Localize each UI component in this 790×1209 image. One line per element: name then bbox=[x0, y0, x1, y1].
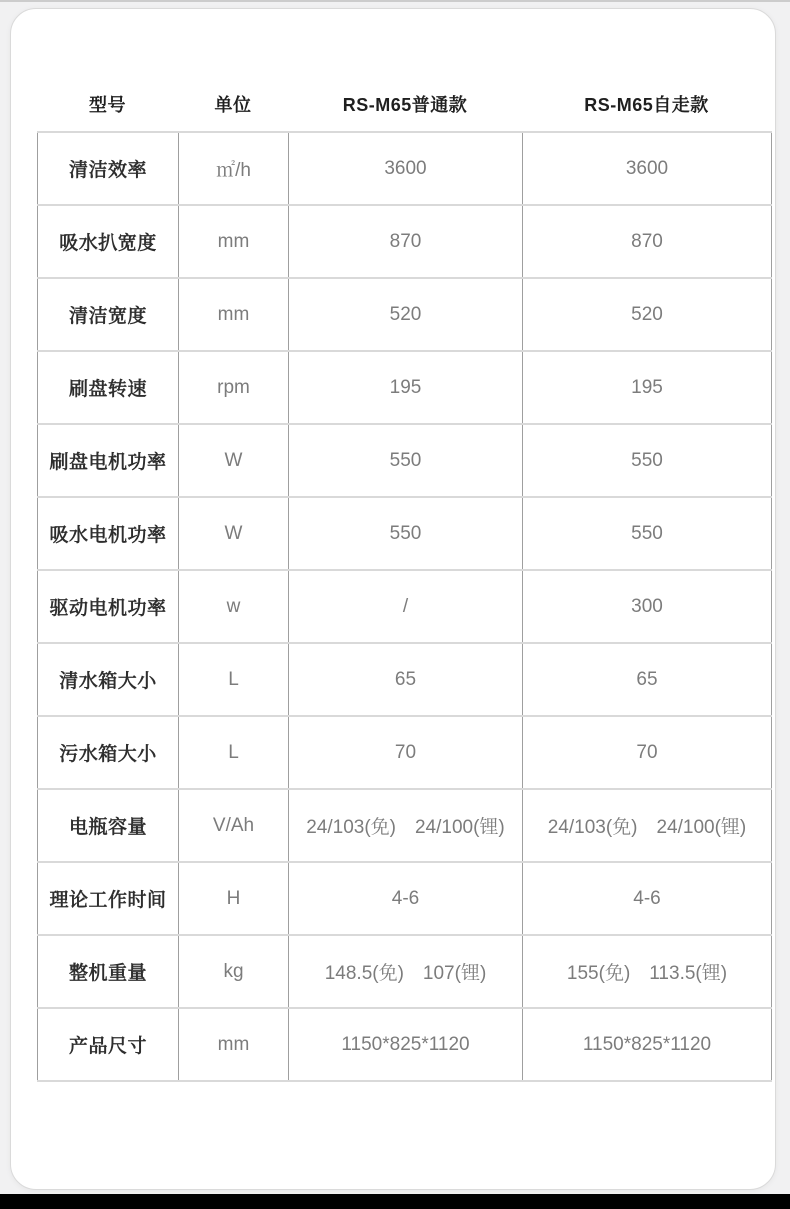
table-row bbox=[38, 205, 772, 278]
self-propelled-value: 70 bbox=[523, 716, 772, 789]
self-propelled-value: 4-6 bbox=[523, 862, 772, 935]
standard-value: 4-6 bbox=[289, 862, 523, 935]
table-row bbox=[38, 424, 772, 497]
standard-value: 1150*825*1120 bbox=[289, 1008, 523, 1081]
standard-value: 520 bbox=[289, 278, 523, 351]
table-row bbox=[38, 132, 772, 205]
row-label: 清洁效率 bbox=[38, 132, 179, 205]
header-model: 型号 bbox=[89, 95, 126, 115]
spec-card bbox=[10, 8, 776, 1190]
header-unit: 单位 bbox=[214, 95, 252, 115]
top-divider-line bbox=[0, 0, 790, 2]
table-row bbox=[38, 278, 772, 351]
row-unit: V/Ah bbox=[179, 789, 289, 862]
bottom-black-bar bbox=[0, 1194, 790, 1209]
row-label: 刷盘转速 bbox=[38, 351, 179, 424]
self-propelled-value: 195 bbox=[523, 351, 772, 424]
standard-value: / bbox=[289, 570, 523, 643]
row-label: 产品尺寸 bbox=[38, 1008, 179, 1081]
row-label: 污水箱大小 bbox=[38, 716, 179, 789]
row-label: 刷盘电机功率 bbox=[38, 424, 179, 497]
header-standard-model: RS-M65普通款 bbox=[342, 95, 468, 115]
spec-table bbox=[37, 131, 772, 1082]
row-label: 驱动电机功率 bbox=[38, 570, 179, 643]
row-unit: ㎡/h bbox=[179, 132, 289, 205]
self-propelled-value: 3600 bbox=[523, 132, 772, 205]
self-propelled-value: 520 bbox=[523, 278, 772, 351]
standard-value: 70 bbox=[289, 716, 523, 789]
row-unit: mm bbox=[179, 205, 289, 278]
row-label: 电瓶容量 bbox=[38, 789, 179, 862]
standard-value: 550 bbox=[289, 497, 523, 570]
row-unit: W bbox=[179, 424, 289, 497]
row-unit: H bbox=[179, 862, 289, 935]
row-unit: w bbox=[179, 570, 289, 643]
row-label: 理论工作时间 bbox=[38, 862, 179, 935]
standard-value: 550 bbox=[289, 424, 523, 497]
table-row bbox=[38, 862, 772, 935]
row-label: 整机重量 bbox=[38, 935, 179, 1008]
self-propelled-value: 65 bbox=[523, 643, 772, 716]
standard-value: 148.5(免) 107(锂) bbox=[289, 935, 523, 1008]
self-propelled-value: 550 bbox=[523, 497, 772, 570]
standard-value: 24/103(免) 24/100(锂) bbox=[289, 789, 523, 862]
table-row bbox=[38, 643, 772, 716]
standard-value: 195 bbox=[289, 351, 523, 424]
table-row bbox=[38, 789, 772, 862]
self-propelled-value: 1150*825*1120 bbox=[523, 1008, 772, 1081]
row-unit: L bbox=[179, 716, 289, 789]
table-row bbox=[38, 497, 772, 570]
self-propelled-value: 550 bbox=[523, 424, 772, 497]
self-propelled-value: 155(免) 113.5(锂) bbox=[523, 935, 772, 1008]
row-unit: rpm bbox=[179, 351, 289, 424]
standard-value: 3600 bbox=[289, 132, 523, 205]
standard-value: 65 bbox=[289, 643, 523, 716]
self-propelled-value: 24/103(免) 24/100(锂) bbox=[523, 789, 772, 862]
row-unit: mm bbox=[179, 278, 289, 351]
table-row bbox=[38, 935, 772, 1008]
row-label: 清洁宽度 bbox=[38, 278, 179, 351]
row-unit: W bbox=[179, 497, 289, 570]
row-label: 吸水电机功率 bbox=[38, 497, 179, 570]
row-label: 清水箱大小 bbox=[38, 643, 179, 716]
self-propelled-value: 300 bbox=[523, 570, 772, 643]
self-propelled-value: 870 bbox=[523, 205, 772, 278]
table-row bbox=[38, 570, 772, 643]
standard-value: 870 bbox=[289, 205, 523, 278]
header-self-propelled-model: RS-M65自走款 bbox=[584, 95, 709, 115]
row-unit: kg bbox=[179, 935, 289, 1008]
table-row bbox=[38, 1008, 772, 1081]
table-row bbox=[38, 716, 772, 789]
table-row bbox=[38, 351, 772, 424]
table-header-row bbox=[37, 81, 771, 127]
row-unit: mm bbox=[179, 1008, 289, 1081]
row-label: 吸水扒宽度 bbox=[38, 205, 179, 278]
row-unit: L bbox=[179, 643, 289, 716]
